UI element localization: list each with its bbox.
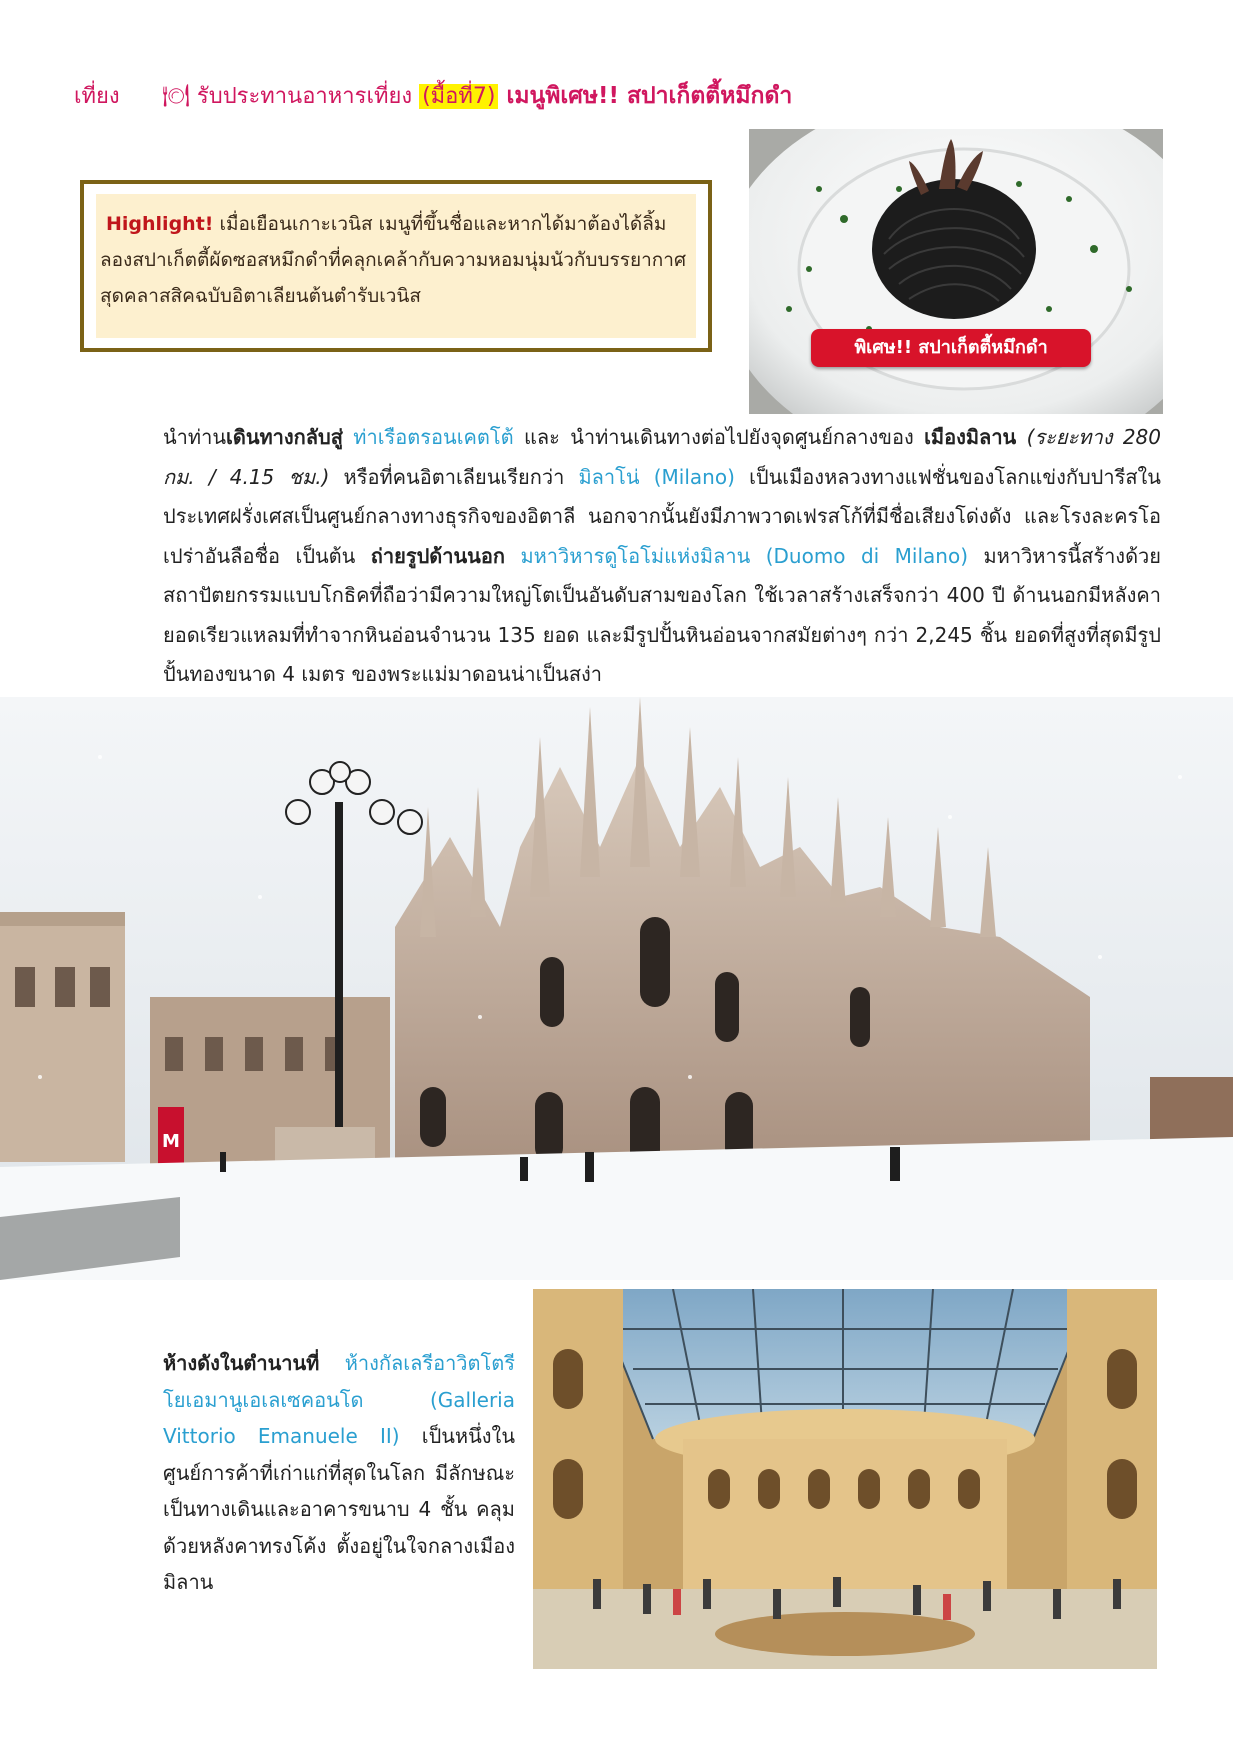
duomo-name: มหาวิหารดูโอโม่แห่งมิลาน (Duomo di Milano)	[520, 543, 969, 568]
squid-ink-spaghetti-photo	[749, 129, 1163, 414]
duomo-illustration	[0, 697, 1233, 1280]
highlight-box	[80, 180, 712, 352]
text-segment: นำท่าน	[163, 425, 226, 449]
text-segment	[1016, 425, 1026, 449]
galleria-intro-bold: ห้างดังในตำนานที่	[163, 1351, 320, 1375]
text-segment: เป็นเมืองหลวงทางแฟชั่นของโลกแข่งกับปารีสในประเทศฝรั่งเศสเป็นศูนย์กลางทางธุรกิจของอิตาลี นอกจากนั้นยังมีภาพวาดเฟรสโก้ที่มีชื่อเสียงโด่งดัง และโรงละครโอเปร่าอันลือชื่อ เป็นต้น	[163, 464, 1161, 568]
highlight-tag: Highlight!	[106, 213, 214, 235]
text-segment	[319, 1351, 344, 1375]
text-segment: หรือที่คนอิตาเลียนเรียกว่า	[329, 464, 579, 489]
text-segment: และ นำท่านเดินทางต่อไปยังจุดศูนย์กลางของ	[513, 425, 925, 449]
milan-paragraph	[163, 418, 1161, 695]
duomo-di-milano-photo	[0, 697, 1233, 1280]
lunch-text: รับประทานอาหารเที่ยง	[189, 84, 420, 109]
text-segment	[505, 544, 520, 568]
galleria-name: ห้างกัลเลรีอาวิตโตรีโยเอมานูเอเลเซคอนโด (Galleria Vittorio Emanuele II)	[163, 1351, 515, 1448]
milan-city-name: เมืองมิลาน	[924, 425, 1017, 449]
special-menu-label: พิเศษ!! สปาเก็ตตี้หมึกดำ	[811, 329, 1091, 367]
text-bold-travel: เดินทางกลับสู่	[226, 425, 343, 449]
text-segment	[343, 425, 353, 449]
meal-time: เที่ยง	[74, 84, 120, 109]
milano-name: มิลาโน่ (Milano)	[578, 464, 735, 489]
plate-icon: 🍽	[162, 84, 190, 109]
photo-outside-text: ถ่ายรูปด้านนอก	[370, 543, 505, 568]
highlight-content	[96, 194, 696, 338]
text-segment: มหาวิหารนี้สร้างด้วยสถาปัตยกรรมแบบโกธิคที่ถือว่ามีความใหญ่โตเป็นอันดับสามของโลก ใช้เวลาสร้างเสร็จกว่า 400 ปี ด้านนอกมีหลังคายอดเรียวแหลมที่ทำจากหินอ่อนจำนวน 135 ยอด และมีรูปปั้นหินอ่อนจากสมัยต่างๆ กว่า 2,245 ชิ้น ยอดที่สูงที่สุดมีรูปปั้นทองขนาด 4 เมตร ของพระแม่มาดอนน่าเป็นสง่า	[163, 543, 1162, 686]
spaghetti-illustration	[749, 129, 1163, 414]
galleria-illustration	[533, 1289, 1157, 1669]
meal-number-badge: (มื้อที่7)	[419, 84, 498, 109]
travel-distance: (ระยะทาง 280 กม. / 4.15 ชม.)	[163, 425, 1162, 489]
lunch-line	[74, 78, 1174, 118]
tronchetto-pier-name: ท่าเรือตรอนเคตโต้	[353, 425, 514, 449]
galleria-vittorio-emanuele-photo	[533, 1289, 1157, 1669]
special-menu-title: เมนูพิเศษ!! สปาเก็ตตี้หมึกดำ	[506, 83, 793, 109]
metro-m-sign: M	[162, 1131, 180, 1152]
galleria-paragraph	[163, 1345, 515, 1601]
highlight-text: เมื่อเยือนเกาะเวนิส เมนูที่ขึ้นชื่อและหากได้มาต้องได้ลิ้มลองสปาเก็ตตี้ผัดซอสหมึกดำที่คลุกเคล้ากับความหอมนุ่มนัวกับบรรยากาศ สุดคลาสสิคฉบับอิตาเลียนต้นตำรับเวนิส	[100, 213, 687, 307]
text-segment: เป็นหนึ่งในศูนย์การค้าที่เก่าแก่ที่สุดในโลก มีลักษณะเป็นทางเดินและอาคารขนาบ 4 ชั้น คลุมด้วยหลังคาทรงโค้ง ตั้งอยู่ในใจกลางเมืองมิลาน	[163, 1424, 515, 1594]
